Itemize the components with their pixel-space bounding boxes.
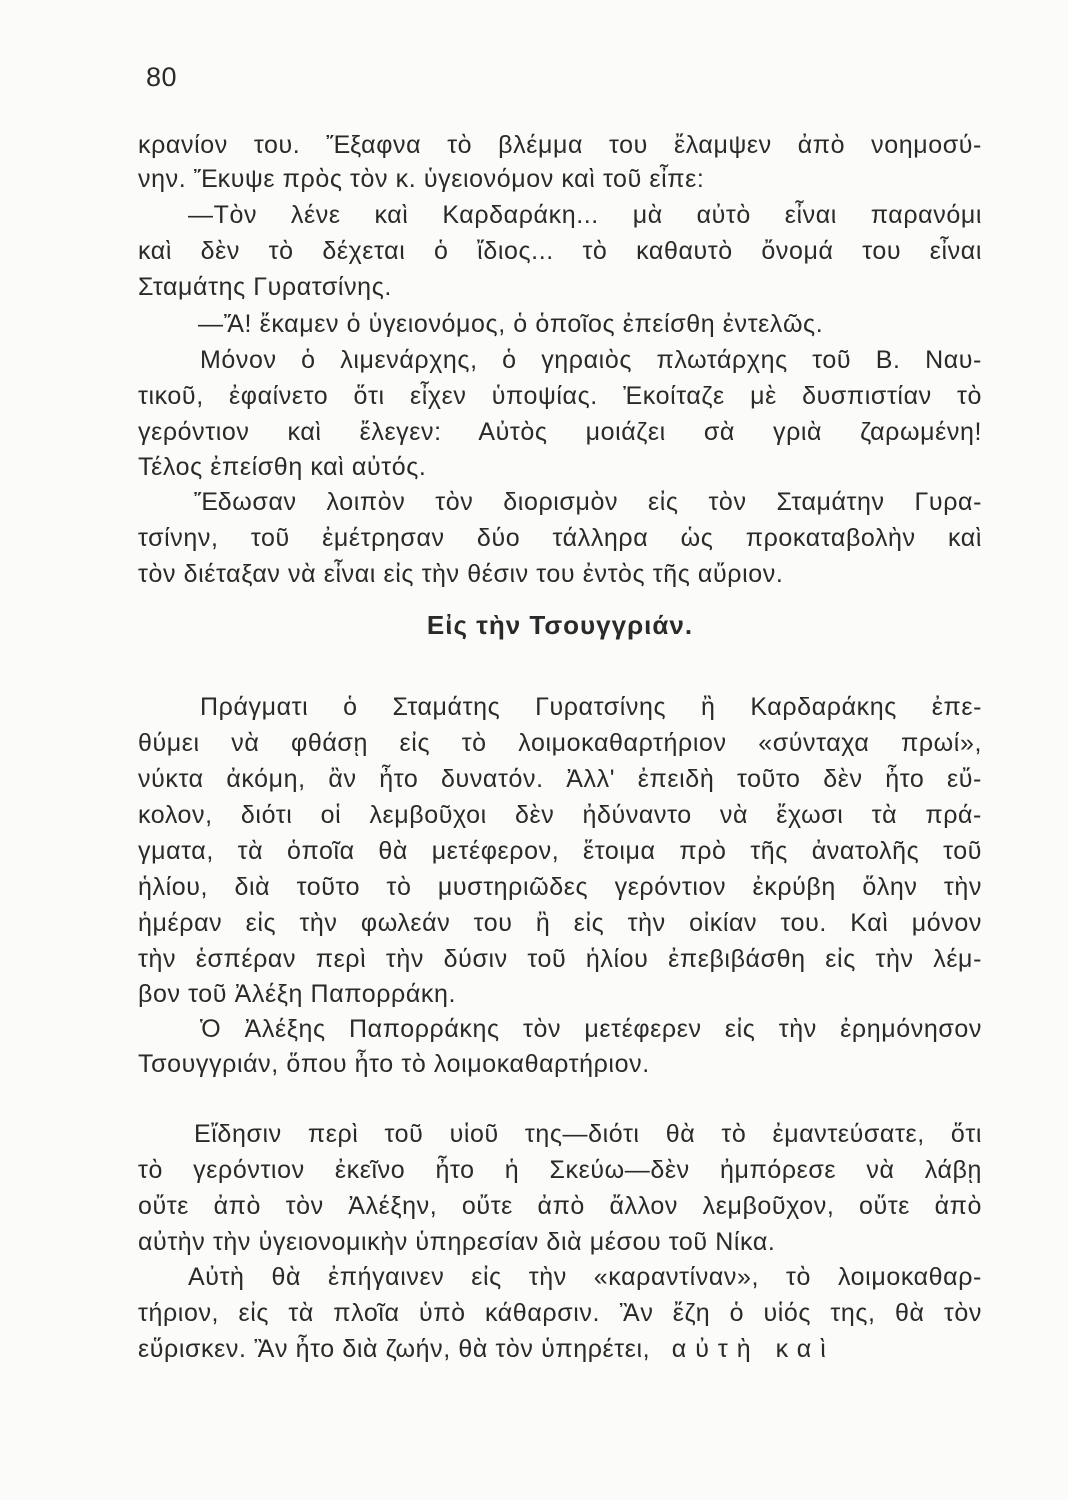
text-line: ἡμέραν εἰς τὴν φωλεάν του ἢ εἰς τὴν οἰκίαν του. Καὶ μόνον <box>138 909 982 937</box>
text-line: Σταμάτης Γυρατσίνης. <box>138 273 392 301</box>
text-line: —Ἄ! ἔκαμεν ὁ ὑγειονόμος, ὁ ὁποῖος ἐπείσθη ἐντελῶς. <box>198 310 824 338</box>
section-heading: Εἰς τὴν Τσουγγριάν. <box>426 610 694 640</box>
text-line: νην. Ἔκυψε πρὸς τὸν κ. ὑγειονόμον καὶ τοῦ εἶπε: <box>138 165 705 193</box>
text-line: τήριον, εἰς τὰ πλοῖα ὑπὸ κάθαρσιν. Ἂν ἔζη ὁ υἱός της, θὰ τὸν <box>138 1299 982 1327</box>
text-line: αὐτὴν τὴν ὑγειονομικὴν ὑπηρεσίαν διὰ μέσου τοῦ Νίκα. <box>138 1228 776 1256</box>
text-line: τσίνην, τοῦ ἐμέτρησαν δύο τάλληρα ὡς προκαταβολὴν καὶ <box>138 524 982 552</box>
text-line <box>138 1330 982 1368</box>
text-line: οὔτε ἀπὸ τὸν Ἀλέξην, οὔτε ἀπὸ ἄλλον λεμβοῦχον, οὔτε ἀπὸ <box>138 1192 982 1220</box>
text-line: Τέλος ἐπείσθη καὶ αὐτός. <box>138 453 427 481</box>
text-line: Ὁ Ἀλέξης Παπορράκης τὸν μετέφερεν εἰς τὴν ἐρημόνησον <box>200 1015 982 1043</box>
text-line: Αὐτὴ θὰ ἐπήγαινεν εἰς τὴν «καραντίναν», τὸ λοιμοκαθαρ- <box>188 1263 982 1291</box>
text-line-main: εὕρισκεν. Ἂν ἦτο διὰ ζωήν, θὰ τὸν ὑπηρέτει, <box>138 1335 651 1363</box>
text-line: καὶ δὲν τὸ δέχεται ὁ ἴδιος... τὸ καθαυτὸ ὄνομά του εἶναι <box>138 237 982 265</box>
text-line: γερόντιον καὶ ἔλεγεν: Αὐτὸς μοιάζει σὰ γριὰ ζαρωμένη! <box>138 418 982 446</box>
text-line: Ἔδωσαν λοιπὸν τὸν διορισμὸν εἰς τὸν Σταμάτην Γυρα- <box>194 488 982 516</box>
text-line: τὴν ἑσπέραν περὶ τὴν δύσιν τοῦ ἡλίου ἐπεβιβάσθη εἰς τὴν λέμ- <box>138 945 982 973</box>
text-line: τὸν διέταξαν νὰ εἶναι εἰς τὴν θέσιν του ἐντὸς τῆς αὔριον. <box>138 560 784 588</box>
text-line: ἡλίου, διὰ τοῦτο τὸ μυστηριῶδες γερόντιον ἐκρύβη ὅλην τὴν <box>138 873 982 901</box>
text-line: τὸ γερόντιον ἐκεῖνο ἦτο ἡ Σκεύω—δὲν ἠμπόρεσε νὰ λάβῃ <box>138 1156 982 1184</box>
text-line: τικοῦ, ἐφαίνετο ὅτι εἶχεν ὑποψίας. Ἐκοίταζε μὲ δυσπιστίαν τὸ <box>138 382 982 410</box>
text-line: κρανίον του. Ἔξαφνα τὸ βλέμμα του ἔλαμψεν ἀπὸ νοημοσύ- <box>138 131 982 159</box>
text-line: θύμει νὰ φθάσῃ εἰς τὸ λοιμοκαθαρτήριον «σύνταχα πρωί», <box>138 729 982 757</box>
page-number: 80 <box>146 62 178 92</box>
text-line: Τσουγγριάν, ὅπου ἦτο τὸ λοιμοκαθαρτήριον. <box>138 1050 650 1078</box>
text-line: Μόνον ὁ λιμενάρχης, ὁ γηραιὸς πλωτάρχης τοῦ Β. Ναυ- <box>200 346 982 374</box>
text-line: γματα, τὰ ὁποῖα θὰ μετέφερον, ἕτοιμα πρὸ τῆς ἀνατολῆς τοῦ <box>138 837 982 865</box>
text-line: βον τοῦ Ἀλέξη Παπορράκη. <box>138 980 457 1008</box>
spaced-emphasis: αὐτὴ καὶ <box>671 1335 835 1363</box>
text-line: κολον, διότι οἱ λεμβοῦχοι δὲν ἠδύναντο νὰ ἔχωσι τὰ πρά- <box>138 801 982 829</box>
text-line: —Τὸν λένε καὶ Καρδαράκη... μὰ αὐτὸ εἶναι παρανόμι <box>188 201 982 229</box>
text-line: Πράγματι ὁ Σταμάτης Γυρατσίνης ἢ Καρδαράκης ἐπε- <box>200 693 982 721</box>
text-line: Εἴδησιν περὶ τοῦ υἱοῦ της—διότι θὰ τὸ ἐμαντεύσατε, ὅτι <box>194 1120 982 1148</box>
text-line: νύκτα ἀκόμη, ἂν ἦτο δυνατόν. Ἀλλ' ἐπειδὴ τοῦτο δὲν ἦτο εὔ- <box>138 765 982 793</box>
